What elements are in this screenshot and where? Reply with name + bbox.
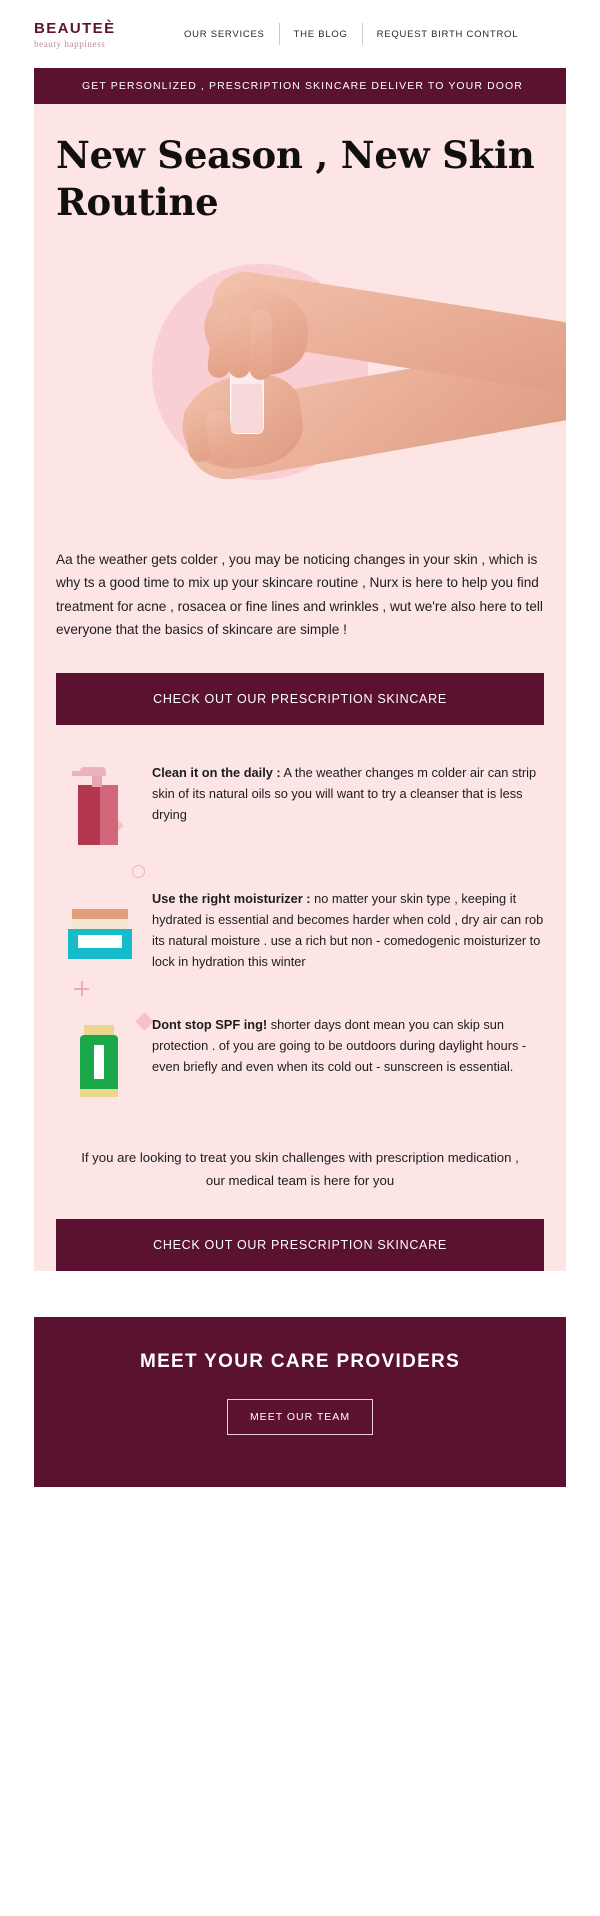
check-prescription-skincare-button-bottom[interactable]: CHECK OUT OUR PRESCRIPTION SKINCARE <box>56 1219 544 1271</box>
tip-body: A the weather changes m colder air can strip skin of its natural oils so you will want to try a cleanser that is less drying <box>152 765 537 822</box>
tip-text <box>152 759 544 825</box>
tip-item <box>56 759 544 851</box>
tips-section <box>34 725 566 1103</box>
cleanser-pump-bottle-icon <box>56 759 152 851</box>
brand-logo[interactable] <box>34 20 144 49</box>
footer-section <box>34 1317 566 1487</box>
intro-paragraph: Aa the weather gets colder , you may be noticing changes in your skin , which is why ts a good time to mix up your skincare routine , Nurx is here to help you find treatment for acne , rosacea or fine lines and wrinkles , wut we're also here to tell everyone that the basics of skincare are simple ! <box>56 551 543 638</box>
brand-tagline: beauty happiness <box>34 38 106 49</box>
finger-shape <box>249 310 272 380</box>
circle-decoration-icon <box>132 865 145 878</box>
moisturizer-jar-icon <box>56 885 152 977</box>
tip-item <box>56 1011 544 1103</box>
tip-text <box>152 1011 544 1077</box>
tip-body: no matter your skin type , keeping it hydrated is essential and becomes harder when cold , dry air can rob its natural moisture . use a rich but non - comedogenic moisturizer to lock in hydration this winter <box>152 891 544 969</box>
nav-link-request-birth-control[interactable]: REQUEST BIRTH CONTROL <box>376 28 519 40</box>
nav-link-our-services[interactable]: OUR SERVICES <box>184 28 265 40</box>
serum-bottle-liquid <box>232 384 262 432</box>
email-body <box>34 104 566 1271</box>
nav-link-the-blog[interactable]: THE BLOG <box>293 28 348 40</box>
closing-paragraph: If you are looking to treat you skin challenges with prescription medication , our medical team is here for you <box>81 1150 519 1189</box>
tip-item <box>56 885 544 977</box>
nav-links <box>170 23 532 45</box>
meet-our-team-button[interactable]: MEET OUR TEAM <box>227 1399 373 1435</box>
sunscreen-tube-icon <box>56 1011 152 1103</box>
tip-body: shorter days dont mean you can skip sun protection . of you are going to be outdoors during daylight hours - even briefly and even when its cold out - sunscreen is essential. <box>152 1017 527 1074</box>
tip-title: Use the right moisturizer : <box>152 891 311 907</box>
hero-image <box>34 254 566 514</box>
plus-decoration-icon <box>81 981 83 996</box>
brand-name: BEAUTEÈ <box>34 19 116 37</box>
tip-text <box>152 885 544 972</box>
tip-title: Clean it on the daily : <box>152 765 281 781</box>
check-prescription-skincare-button-top[interactable]: CHECK OUT OUR PRESCRIPTION SKINCARE <box>56 673 544 725</box>
announcement-bar: GET PERSONLIZED , PRESCRIPTION SKINCARE DELIVER TO YOUR DOOR <box>34 68 566 104</box>
page-title: New Season , New Skin Routine <box>56 133 535 224</box>
tip-title: Dont stop SPF ing! <box>152 1017 268 1033</box>
footer-heading: MEET YOUR CARE PROVIDERS <box>139 1351 461 1373</box>
site-header <box>0 0 600 68</box>
hero-section <box>34 104 566 226</box>
